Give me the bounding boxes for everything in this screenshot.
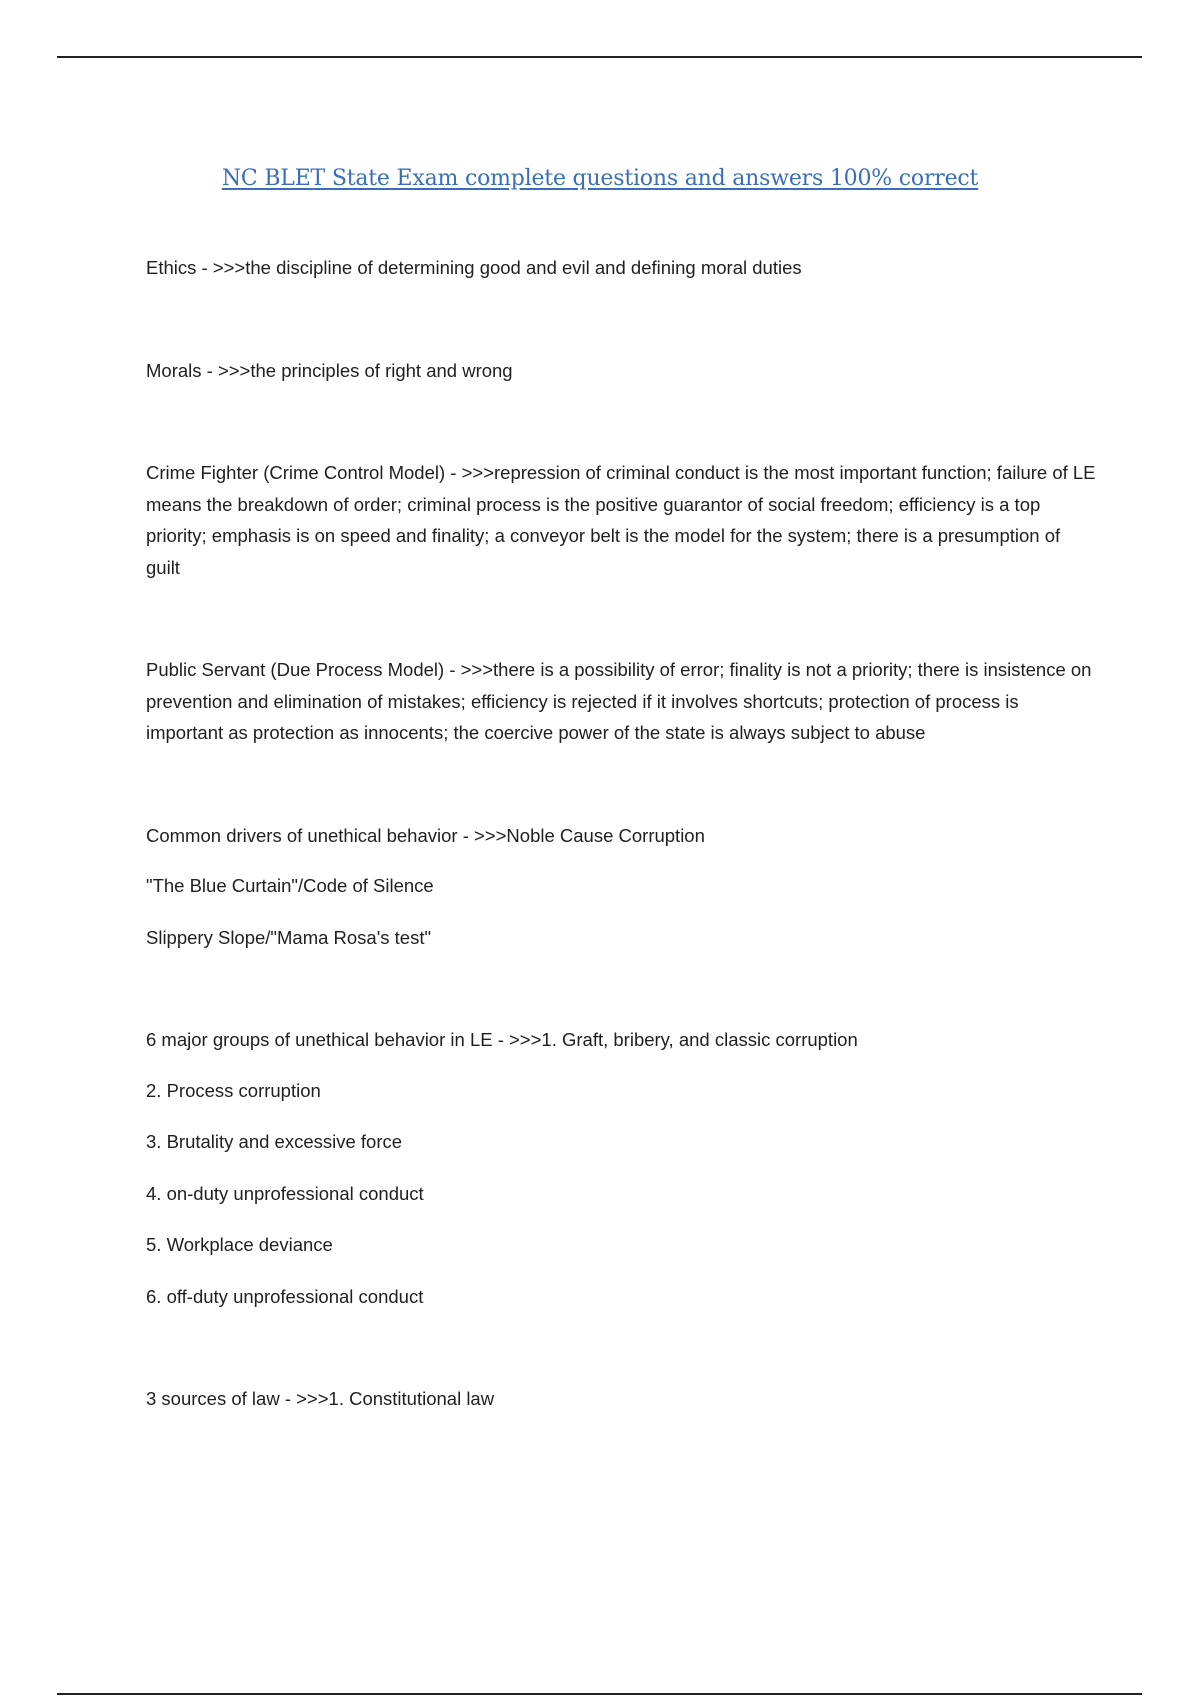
entry-subline: 5. Workplace deviance [146,1234,333,1255]
entry-text: Public Servant (Due Process Model) - >>>there is a possibility of error; finality is not a priority; there is insistence on prevention and elimination of mistakes; efficiency is rejected if it involves shortcuts; protection of process is important as protection as innocents; the coercive power of the state is always subject to abuse [146,659,1092,743]
entry-subline: "The Blue Curtain"/Code of Silence [146,875,434,896]
entry-sources-of-law [146,1383,1096,1415]
entry-subline: 4. on-duty unprofessional conduct [146,1182,424,1204]
entry-morals [146,355,1096,387]
entry-text: Common drivers of unethical behavior - >>>Noble Cause Corruption [146,824,705,846]
entry-ethics [146,252,1096,284]
entry-text: Crime Fighter (Crime Control Model) - >>>repression of criminal conduct is the most important function; failure of LE means the breakdown of order; criminal process is the positive guarantor of social freedom; efficiency is a top priority; emphasis is on speed and finality; a conveyor belt is the model for the system; there is a presumption of guilt [146,462,1096,578]
entry-subline: 6. off-duty unprofessional conduct [146,1285,424,1307]
entry-crime-fighter [146,457,1096,583]
document-body [146,252,1096,1486]
header-rule [57,56,1142,58]
entry-text: Morals - >>>the principles of right and wrong [146,359,513,381]
document-title: NC BLET State Exam complete questions and answers 100% correct [221,166,979,191]
entry-text: 3 sources of law - >>>1. Constitutional law [146,1388,495,1409]
entry-subline: 3. Brutality and excessive force [146,1131,403,1152]
footer-rule [57,1693,1142,1695]
entry-text: 6 major groups of unethical behavior in LE - >>>1. Graft, bribery, and classic corruption [146,1029,858,1050]
entry-six-major-groups [146,1024,1096,1312]
entry-public-servant [146,654,1096,749]
entry-text: Ethics - >>>the discipline of determining good and evil and defining moral duties [146,257,802,278]
entry-subline: 2. Process corruption [146,1079,321,1101]
entry-subline: Slippery Slope/"Mama Rosa's test" [146,926,432,948]
entry-common-drivers [146,820,1096,954]
